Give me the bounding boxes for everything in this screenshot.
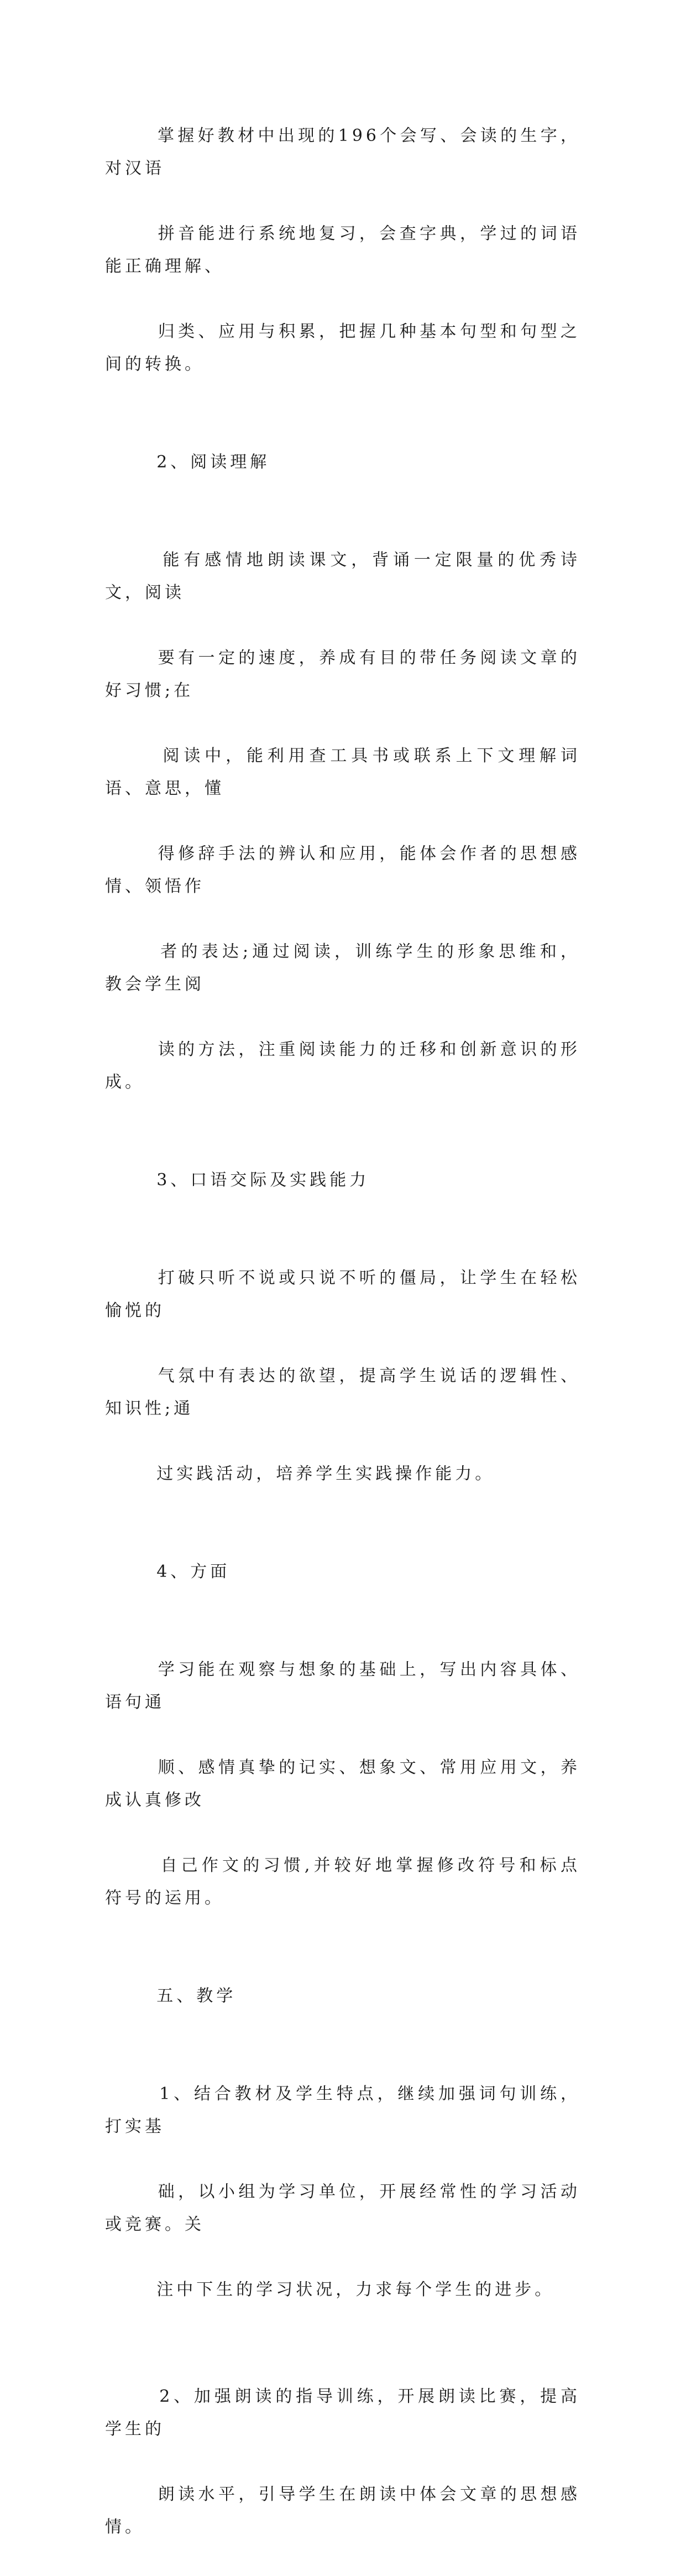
paragraph-writing bbox=[105, 1621, 580, 1947]
paragraph-teaching-2 bbox=[105, 2348, 580, 2576]
text-line: 1、结合教材及学生特点，继续加强词句训练，打实基 bbox=[105, 2084, 581, 2136]
text-line: 打破只听不说或只说不听的僵局，让学生在轻松愉悦的 bbox=[105, 1268, 581, 1320]
document-body bbox=[105, 87, 580, 2576]
heading-text: 2、阅读理解 bbox=[156, 452, 270, 472]
text-line: 得修辞手法的辨认和应用，能体会作者的思想感情、领悟作 bbox=[105, 844, 581, 896]
text-line: 注中下生的学习状况，力求每个学生的进步。 bbox=[156, 2280, 555, 2299]
text-line: 阅读中，能利用查工具书或联系上下文理解词语、意思，懂 bbox=[105, 746, 581, 798]
text-line: 者的表达;通过阅读，训练学生的形象思维和，教会学生阅 bbox=[105, 942, 580, 994]
text-line: 能有感情地朗读课文，背诵一定限量的优秀诗文，阅读 bbox=[105, 550, 581, 602]
text-line: 2、加强朗读的指导训练，开展朗读比赛，提高学生的 bbox=[105, 2387, 581, 2439]
paragraph-literacy bbox=[105, 87, 580, 413]
text-line: 要有一定的速度，养成有目的带任务阅读文章的好习惯;在 bbox=[105, 648, 581, 700]
heading-teaching bbox=[105, 1947, 580, 2045]
text-line: 础，以小组为学习单位，开展经常性的学习活动或竞赛。关 bbox=[105, 2182, 581, 2234]
paragraph-reading bbox=[105, 511, 580, 1131]
text-line: 朗读水平，引导学生在朗读中体会文章的思想感情。 bbox=[105, 2485, 581, 2537]
text-line: 归类、应用与积累，把握几种基本句型和句型之间的转换。 bbox=[105, 322, 581, 374]
heading-text: 3、口语交际及实践能力 bbox=[156, 1170, 370, 1190]
paragraph-oral-communication bbox=[105, 1229, 580, 1523]
text-line: 自己作文的习惯,并较好地掌握修改符号和标点符号的运用。 bbox=[105, 1856, 580, 1908]
heading-aspect bbox=[105, 1523, 580, 1621]
text-line: 顺、感情真挚的记实、想象文、常用应用文，养成认真修改 bbox=[105, 1758, 581, 1810]
heading-text: 4、方面 bbox=[156, 1562, 231, 1581]
heading-reading bbox=[105, 413, 580, 511]
text-line: 气氛中有表达的欲望，提高学生说话的逻辑性、知识性;通 bbox=[105, 1366, 581, 1418]
heading-oral-communication bbox=[105, 1131, 580, 1229]
text-line: 学习能在观察与想象的基础上，写出内容具体、语句通 bbox=[105, 1660, 581, 1712]
text-line: 拼音能进行系统地复习，会查字典，学过的词语能正确理解、 bbox=[105, 224, 581, 276]
text-line: 过实践活动，培养学生实践操作能力。 bbox=[156, 1464, 495, 1484]
heading-text: 五、教学 bbox=[156, 1986, 237, 2006]
text-line: 掌握好教材中出现的196个会写、会读的生字，对汉语 bbox=[105, 126, 581, 178]
paragraph-teaching-1 bbox=[105, 2045, 580, 2339]
text-line: 读的方法，注重阅读能力的迁移和创新意识的形成。 bbox=[105, 1040, 581, 1092]
